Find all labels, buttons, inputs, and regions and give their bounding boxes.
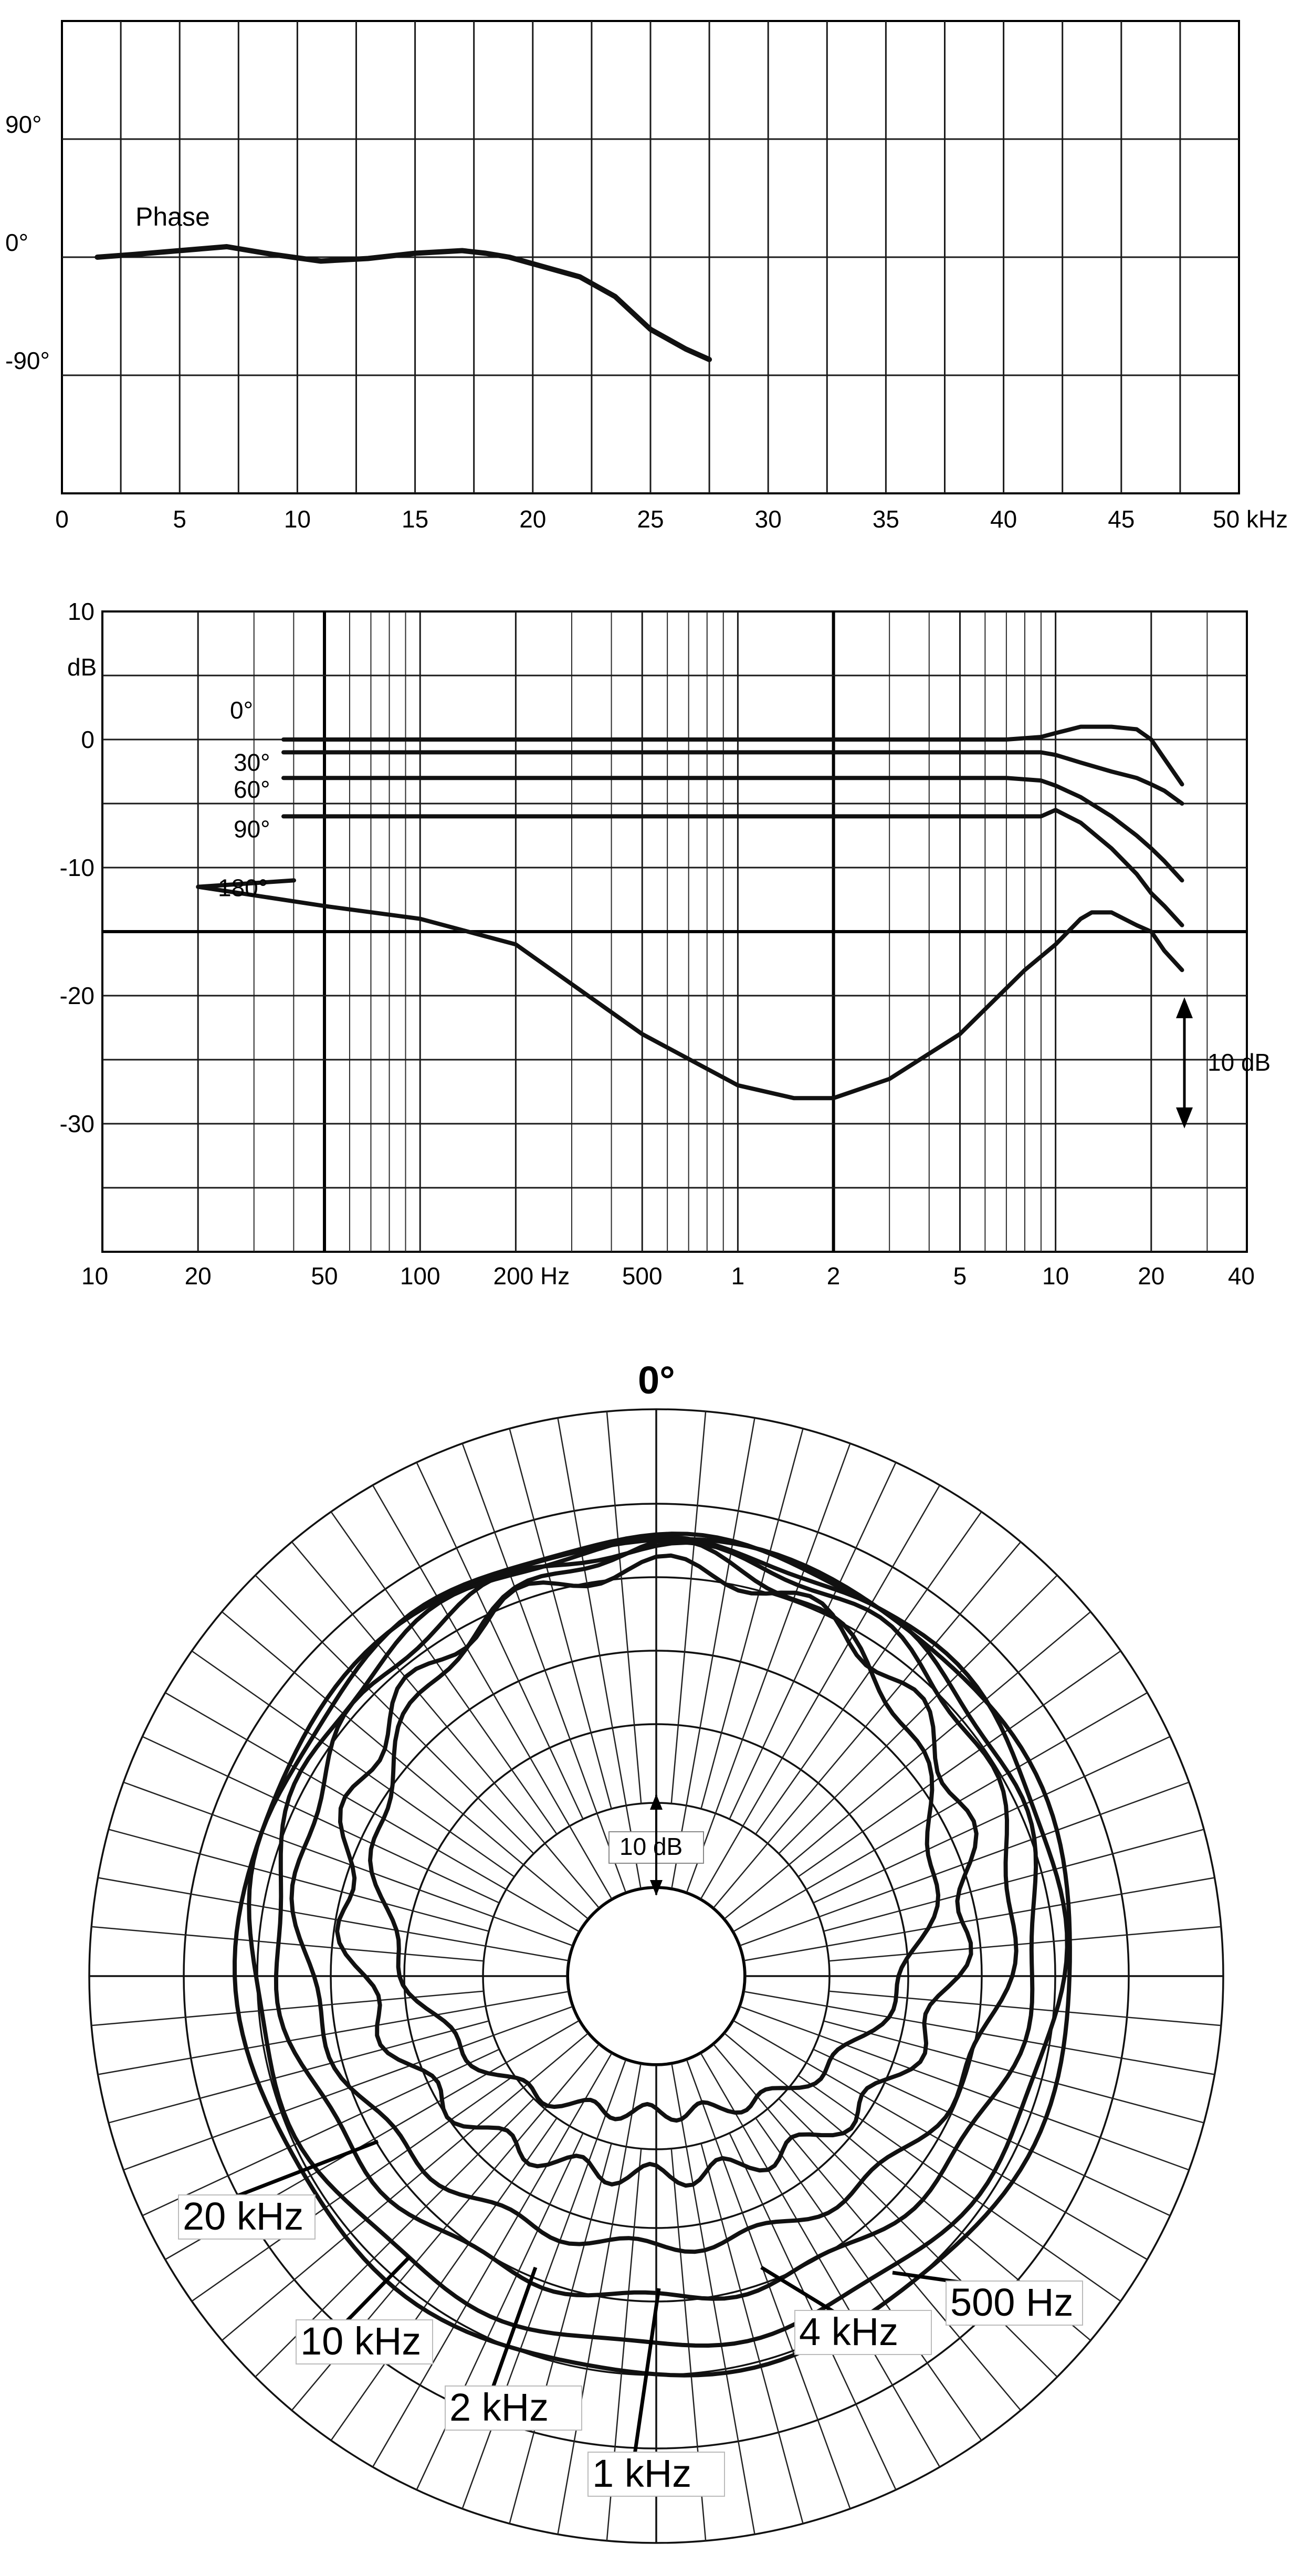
frequency-x-tick-label: 20 (1138, 1262, 1165, 1290)
polar-spoke (779, 1575, 1057, 1853)
phase-series-label: Phase (135, 202, 210, 231)
phase-x-tick-label: 35 (872, 505, 899, 533)
phase-series-line (97, 247, 709, 360)
phase-x-tick-label: 15 (402, 505, 429, 533)
polar-zero-degree-label: 0° (638, 1358, 675, 1402)
ten-db-scale-marker (1176, 997, 1270, 1128)
frequency-y-tick-label: -20 (59, 982, 94, 1009)
polar-spoke (798, 1651, 1120, 1877)
polar-pattern-chart (89, 1358, 1223, 2543)
polar-spoke (824, 2021, 1204, 2123)
frequency-x-tick-label: 5 (953, 1262, 967, 1290)
frequency-series-line (198, 880, 1182, 1098)
polar-spoke (607, 1411, 641, 1803)
phase-y-ticks (5, 111, 50, 374)
frequency-series-label: 90° (234, 815, 270, 843)
frequency-series-label: 0° (230, 696, 253, 724)
polar-spoke (798, 2075, 1120, 2301)
phase-x-tick-label: 20 (519, 505, 547, 533)
frequency-y-tick-label: -30 (59, 1110, 94, 1137)
frequency-x-tick-label: 50 (311, 1262, 338, 1290)
polar-spoke (829, 1927, 1221, 1961)
polar-spoke (701, 1485, 940, 1899)
frequency-x-tick-label: 500 (622, 1262, 663, 1290)
frequency-series-line (284, 778, 1182, 880)
frequency-series-lines (198, 696, 1182, 1098)
frequency-x-tick-label: 2 (826, 1262, 841, 1290)
polar-spoke (165, 1693, 579, 1931)
polar-spoke (109, 2021, 489, 2123)
polar-series-label: 20 kHz (183, 2194, 304, 2238)
frequency-x-tick-label: 40 (1227, 1262, 1255, 1290)
polar-spoke (91, 1927, 484, 1961)
polar-spoke (123, 1782, 572, 1946)
frequency-series-label: 60° (234, 776, 270, 804)
phase-x-tick-label: 5 (173, 505, 186, 533)
polar-ten-db-marker (609, 1794, 704, 1896)
phase-x-tick-label: 30 (754, 505, 782, 533)
polar-series-label: 500 Hz (950, 2281, 1074, 2324)
phase-x-tick-label: 10 (284, 505, 311, 533)
polar-center (568, 1888, 744, 2064)
phase-x-tick-label: 45 (1108, 505, 1135, 533)
polar-ten-db-label: 10 dB (620, 1833, 683, 1860)
polar-spoke (109, 1829, 489, 1931)
polar-spoke (701, 1429, 803, 1809)
phase-x-ticks (55, 505, 1288, 533)
phase-chart (5, 21, 1288, 533)
frequency-x-tick-label: 10 (1042, 1262, 1069, 1290)
phase-x-tick-label: 0 (55, 505, 69, 533)
phase-y-tick-label: 90° (5, 111, 42, 138)
polar-spoke (373, 1485, 612, 1899)
frequency-y-axis-label: dB (67, 653, 97, 681)
polar-spoke (733, 1693, 1147, 1931)
polar-series-label: 1 kHz (592, 2452, 692, 2495)
polar-series-label: 4 kHz (799, 2310, 899, 2353)
polar-series-label: 10 kHz (300, 2319, 422, 2363)
phase-grid (62, 21, 1239, 493)
polar-spoke (509, 1429, 611, 1809)
frequency-response-chart (60, 598, 1271, 1290)
phase-x-tick-label: 25 (637, 505, 664, 533)
frequency-series-label: 30° (234, 748, 270, 776)
ten-db-label: 10 dB (1208, 1049, 1271, 1076)
phase-y-tick-label: -90° (5, 347, 50, 374)
frequency-y-tick-label: 0 (81, 726, 94, 753)
polar-spoke (192, 1651, 514, 1877)
frequency-x-tick-label: 100 (400, 1262, 440, 1290)
phase-y-tick-label: 0° (5, 229, 28, 256)
polar-spoke (687, 1443, 850, 1892)
frequency-x-ticks (81, 1262, 1255, 1290)
phase-x-tick-label: 40 (990, 505, 1017, 533)
frequency-series-label: 180° (218, 874, 268, 902)
phase-x-tick-label: 50 kHz (1213, 505, 1288, 533)
frequency-x-tick-label: 10 (81, 1262, 109, 1290)
frequency-y-tick-label: 10 (67, 598, 94, 625)
frequency-x-tick-label: 200 Hz (493, 1262, 570, 1290)
polar-spoke (671, 1411, 706, 1803)
polar-spoke (192, 2075, 514, 2301)
frequency-x-tick-label: 20 (184, 1262, 212, 1290)
polar-series-label: 2 kHz (449, 2385, 549, 2429)
frequency-grid (102, 611, 1247, 1252)
frequency-x-tick-label: 1 (731, 1262, 745, 1290)
polar-spoke (824, 1829, 1204, 1931)
polar-spoke (463, 1443, 626, 1892)
frequency-y-tick-label: -10 (59, 854, 94, 881)
polar-spoke (733, 2021, 1147, 2260)
